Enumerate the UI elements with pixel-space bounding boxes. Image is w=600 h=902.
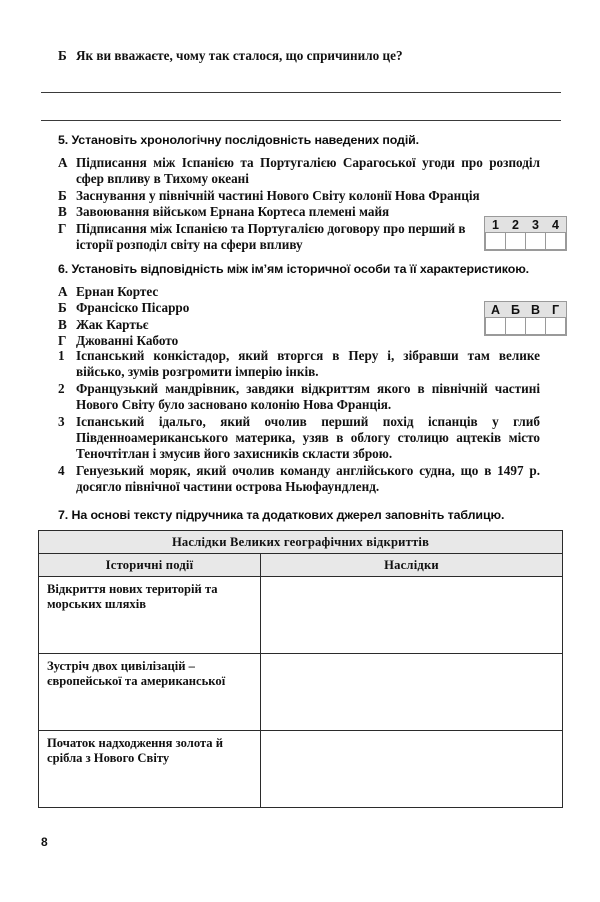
table-row [39,731,563,808]
option-text: Жак Картьє [76,316,149,332]
answer-grid-cell[interactable] [526,318,546,335]
event-text: Зустріч двох цивілізацій – європейської та американської [47,659,226,688]
option-text: Франсіско Пісарро [76,300,190,316]
option-marker: Б [58,300,67,316]
question-5-answer-grid[interactable] [484,216,567,251]
option-marker: Г [58,220,67,236]
table-row [39,577,563,654]
question-5-options [58,155,540,253]
answer-grid-header: 2 [506,217,526,233]
event-text: Відкриття нових територій та морських шляхів [47,582,218,611]
answer-grid-cell[interactable] [546,318,566,335]
table-row [39,654,563,731]
prompt-b [58,48,558,64]
prompt-b-text: Як ви вважаєте, чому так сталося, що спричинило це? [76,48,403,63]
option-marker: В [58,316,67,332]
consequence-cell[interactable] [261,654,563,731]
option-marker: А [58,284,68,299]
option-text: Заснування у північній частині Нового Світу колонії Нова Франція [76,187,480,203]
question-7-heading: 7. На основі тексту підручника та додаткових джерел заповніть таблицю. [58,508,505,522]
statement-text: Французький мандрівник, завдяки відкриттям якого в північній частині Нового Світу було засновано колонію Нова Франція. [76,380,540,413]
statement-text: Генуезький моряк, який очолив команду англійського судна, що в 1497 р. досягло північної частини острова Ньюфаундленд. [76,462,540,495]
table-header-row [39,554,563,577]
option-text: Підписання між Іспанією та Португалією договору про перший в історії розподіл світу на сфери впливу [76,220,466,253]
table-title: Наслідки Великих географічних відкриттів [39,531,563,554]
question-6-statements [58,348,540,496]
option-text: Ернан Кортес [76,284,159,299]
question-6-heading: 6. Установіть відповідність між ім’ям історичної особи та її характеристикою. [58,262,530,276]
answer-grid-cell[interactable] [506,318,526,335]
question-6-options [58,284,478,350]
event-cell [39,731,261,808]
option-text: Джованні Кабото [76,333,179,349]
consequence-cell[interactable] [261,731,563,808]
question-5-option-b [58,188,540,204]
answer-grid-header: 1 [486,217,506,233]
event-cell [39,577,261,654]
option-marker: А [58,155,68,170]
answer-rule-2[interactable] [41,120,561,121]
consequence-text [261,731,562,736]
column-header-consequences: Наслідки [261,554,563,577]
question-5-heading: 5. Установіть хронологічну послідовність наведених подій. [58,133,420,147]
page-number: 8 [41,835,48,849]
question-6-option-v [58,317,478,333]
answer-grid-header: А [486,302,506,318]
question-6-option-a [58,284,478,300]
option-text: Підписання між Іспанією та Португалією Сарагоської угоди про розподіл сфер впливу в Тихому океані [76,155,540,187]
question-6-statement-3 [58,414,540,463]
answer-grid-header: 4 [546,217,566,233]
question-5-option-a [58,155,540,188]
answer-grid-header: Б [506,302,526,318]
option-marker: В [58,204,67,220]
question-6-option-b [58,300,478,316]
option-marker: Г [58,333,67,349]
column-header-events: Історичні події [39,554,261,577]
option-text: Завоювання військом Ернана Кортеса племені майя [76,204,390,220]
question-5-option-v [58,204,540,220]
answer-grid-cell[interactable] [546,233,566,250]
consequences-table [38,530,563,808]
answer-rule-1[interactable] [41,92,561,93]
answer-grid-cell[interactable] [526,233,546,250]
table-title-row [39,531,563,554]
answer-grid-cell[interactable] [506,233,526,250]
question-5-option-g [58,221,478,254]
statement-marker: 1 [58,348,65,363]
statement-marker: 4 [58,462,65,478]
statement-marker: 3 [58,413,65,429]
event-text: Початок надходження золота й срібла з Нового Світу [47,736,223,765]
consequence-text [261,577,562,582]
statement-marker: 2 [58,380,65,396]
answer-grid-header: В [526,302,546,318]
consequence-text [261,654,562,659]
statement-text: Іспанський ідальго, який очолив перший похід іспанців у глиб Південноамериканського материка, узяв в облогу столицю ацтеків місто Теночтітлан і змусив його захисників скласти зброю. [76,413,540,462]
answer-grid-header: Г [546,302,566,318]
prompt-b-marker: Б [58,48,67,63]
question-6-statement-1 [58,348,540,381]
answer-grid-cell[interactable] [486,233,506,250]
question-6-answer-grid[interactable] [484,301,567,336]
statement-text: Іспанський конкістадор, який вторгся в Перу і, зібравши там велике військо, зумів розгромити імперію інків. [76,348,540,380]
consequence-cell[interactable] [261,577,563,654]
answer-grid-cell[interactable] [486,318,506,335]
option-marker: Б [58,187,67,203]
event-cell [39,654,261,731]
answer-grid-header: 3 [526,217,546,233]
question-6-statement-4 [58,463,540,496]
question-6-statement-2 [58,381,540,414]
